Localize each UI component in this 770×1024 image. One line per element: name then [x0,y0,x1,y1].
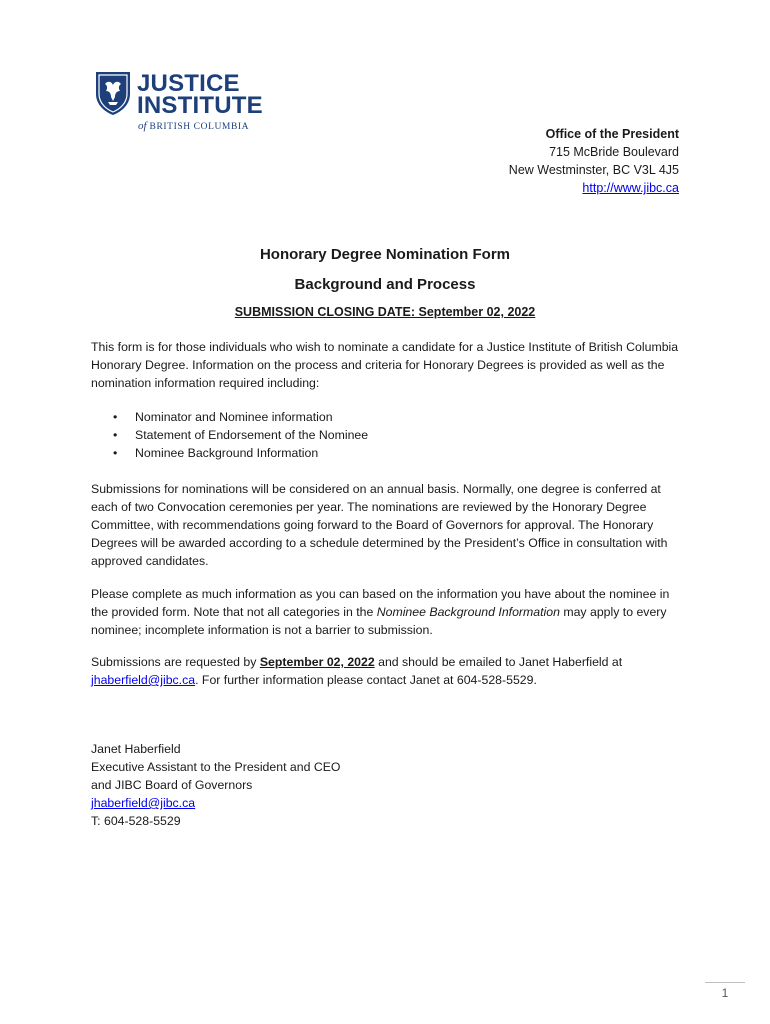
submission-paragraph [91,653,683,689]
required-info-list [113,408,368,462]
footer-divider [705,982,745,983]
jibc-logo [94,70,274,135]
website-link[interactable]: http://www.jibc.ca [582,181,679,195]
form-title: Honorary Degree Nomination Form [259,246,511,263]
logo-sub-of: of [138,120,147,132]
logo-sub-rest: BRITISH COLUMBIA [149,122,250,132]
shield-crest-icon [94,70,132,116]
submission-text-mid: and should be emailed to Janet Haberfield at [374,655,623,669]
process-paragraph: Submissions for nominations will be considered on an annual basis. Normally, one degree is conferred at each of two Convocation ceremonies per year. The nominations are reviewed by the Honorary Degree Committee, with recommendations going forward to the Board of Governors for approval. The Honorary Degrees will be awarded according to a schedule determined by the President’s Office in consultation with approved candidates. [91,482,668,568]
signature-name: Janet Haberfield [91,742,181,756]
list-item: • Nominee Background Information [113,444,368,462]
completion-paragraph [91,585,683,639]
completion-text-pre: Please complete as much information as you can based on the information you have about the nominee in the provided form. Note that not all categories in the [91,587,670,619]
submission-text-post: . For further information please contact Janet at 604-528-5529. [195,673,537,687]
street-address: 715 McBride Boulevard [549,145,679,159]
submission-email-link[interactable]: jhaberfield@jibc.ca [91,673,196,687]
completion-text-post: may apply to every nominee; incomplete information is not a barrier to submission. [91,605,667,637]
list-item: • Nominator and Nominee information [113,408,368,426]
office-name: Office of the President [545,127,679,141]
office-address [509,125,679,197]
signature-block [91,740,341,830]
intro-paragraph: This form is for those individuals who wish to nominate a candidate for a Justice Institute of British Columbia Honorary Degree. Information on the process and criteria for Honorary Degrees is provided as well as the nomination information required including: [91,340,679,390]
submission-text-pre: Submissions are requested by [91,655,260,669]
signature-phone: T: 604-528-5529 [91,814,181,828]
signature-title-1: Executive Assistant to the President and CEO [91,760,341,774]
completion-text-italic: Nominee Background Information [376,605,560,619]
signature-email-link[interactable]: jhaberfield@jibc.ca [91,796,196,810]
logo-subtitle [138,120,249,132]
submission-date: September 02, 2022 [259,655,375,669]
list-item: • Statement of Endorsement of the Nominee [113,426,368,444]
city-address: New Westminster, BC V3L 4J5 [508,163,679,177]
logo-word-justice: JUSTICE [137,70,240,97]
form-subtitle: Background and Process [294,276,476,293]
closing-date: SUBMISSION CLOSING DATE: September 02, 2022 [234,305,536,319]
signature-title-2: and JIBC Board of Governors [91,778,253,792]
page-number: 1 [721,986,729,1000]
logo-word-institute: INSTITUTE [137,92,263,119]
